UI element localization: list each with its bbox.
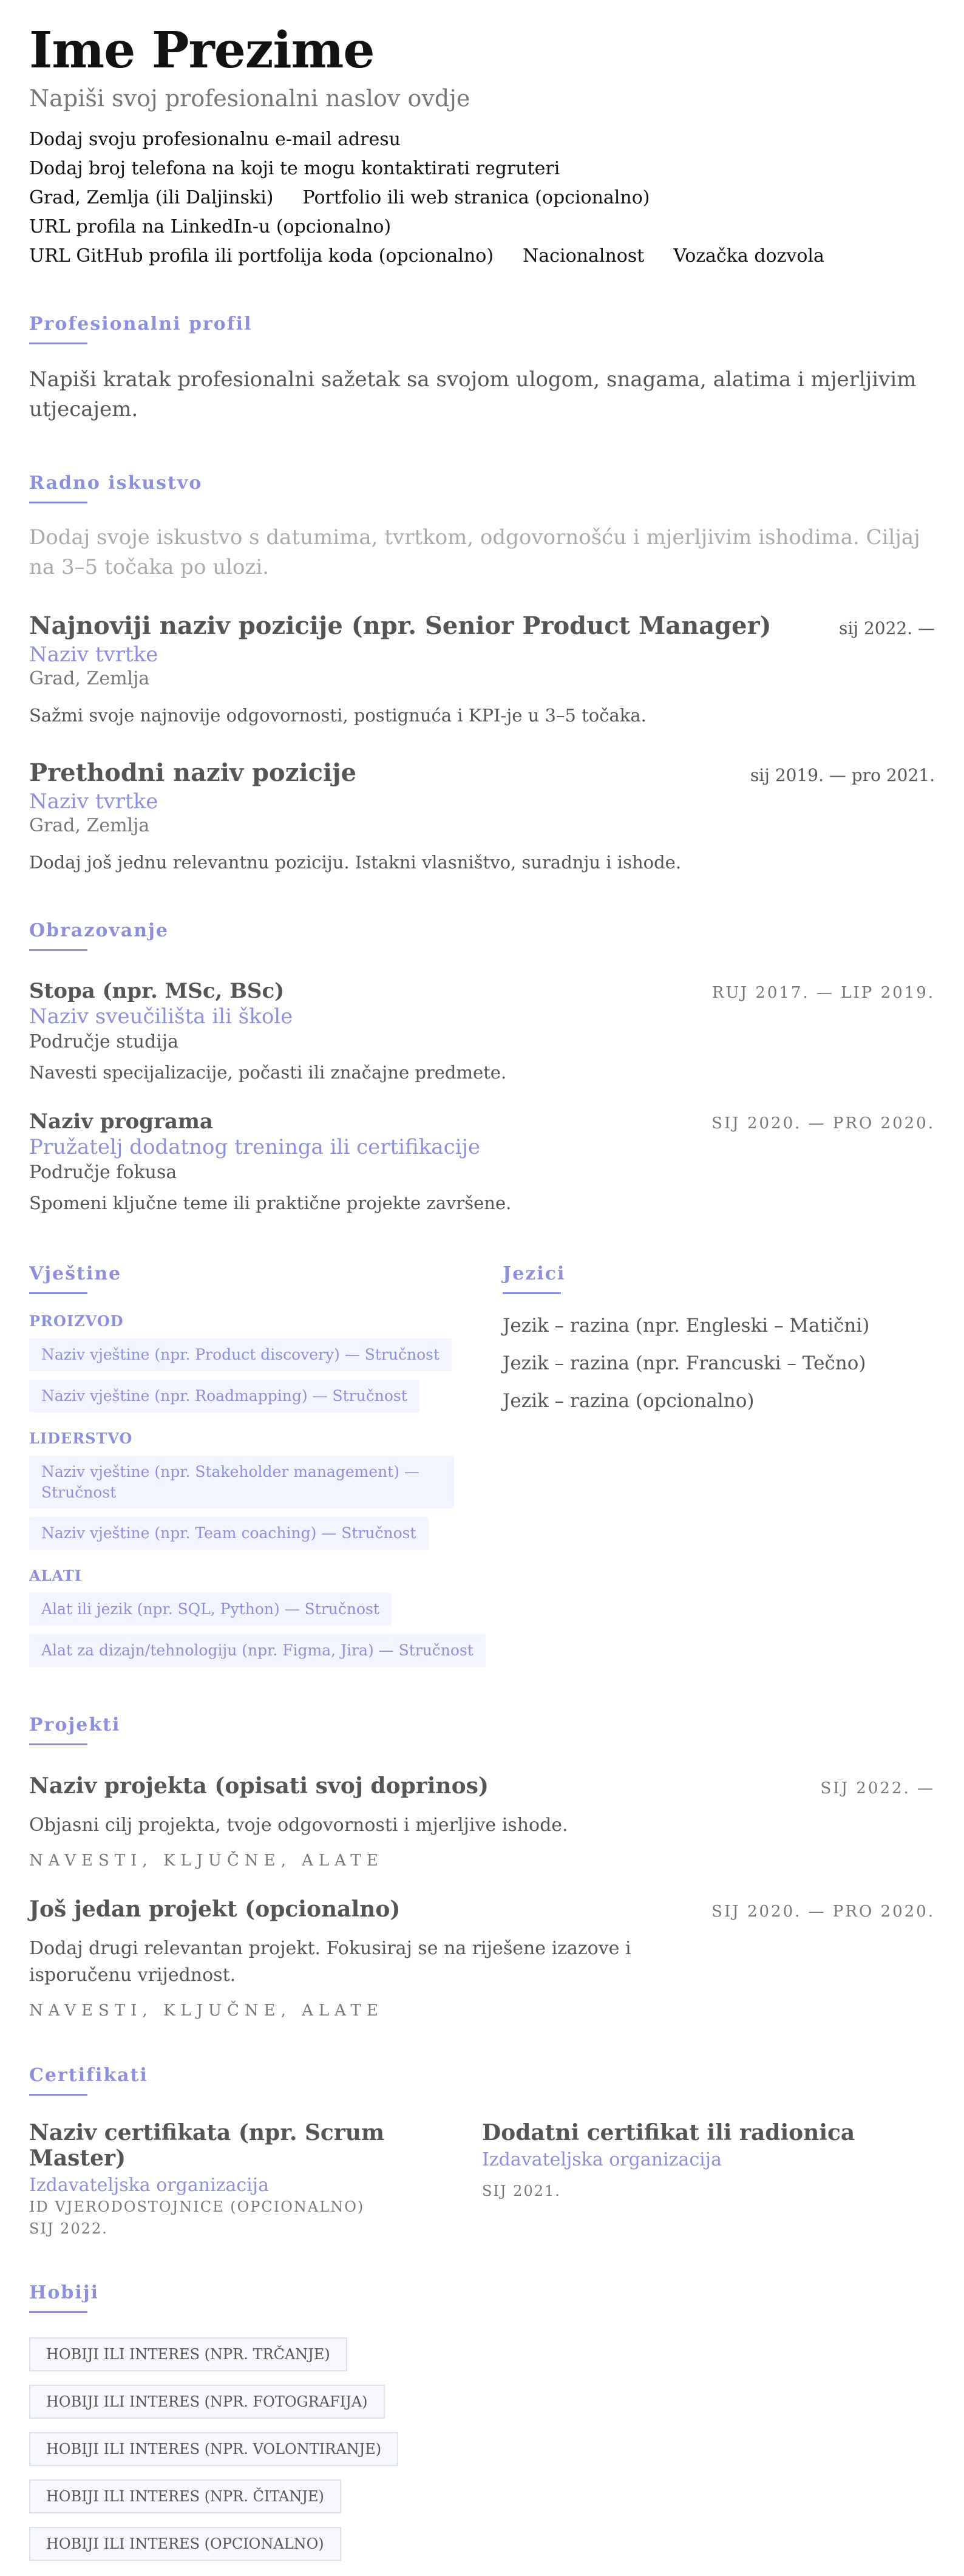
language-item: Jezik – razina (opcionalno): [503, 1390, 755, 1412]
education-date: RUJ 2017. — LIP 2019.: [711, 984, 935, 1003]
certificate-date: SIJ 2021.: [482, 2182, 561, 2200]
job-entry: [29, 758, 935, 875]
education-institution: Naziv sveučilišta ili škole: [29, 1004, 293, 1029]
education-degree: Naziv programa: [29, 1109, 214, 1134]
project-tags: NAVESTI, KLJUČNE, ALATE: [29, 2002, 384, 2020]
full-name: Ime Prezime: [29, 21, 375, 80]
section-title-experience: Radno iskustvo: [29, 472, 202, 503]
contact-github: URL GitHub profila ili portfolija koda (opcionalno): [29, 245, 494, 267]
professional-title: Napiši svoj profesionalni naslov ovdje: [29, 85, 470, 112]
contact-phone: Dodaj broj telefona na koji te mogu kontaktirati regruteri: [29, 158, 560, 180]
project-date: SIJ 2022. —: [820, 1779, 935, 1797]
education-degree: Stopa (npr. MSc, BSc): [29, 979, 285, 1004]
hobby-tag: HOBIJI ILI INTERES (NPR. VOLONTIRANJE): [29, 2432, 398, 2466]
education-entry: [29, 1109, 935, 1216]
skills-languages-section: [29, 1263, 935, 1666]
certificate-entry: [482, 2120, 935, 2237]
contact-email: Dodaj svoju profesionalnu e-mail adresu: [29, 129, 401, 151]
skill-chip: Alat za dizajn/tehnologiju (npr. Figma, Jira) — Stručnost: [29, 1634, 486, 1667]
hobby-tag: HOBIJI ILI INTERES (NPR. ČITANJE): [29, 2479, 341, 2513]
contact-list: [29, 125, 935, 271]
certificate-date: SIJ 2022.: [29, 2220, 108, 2238]
language-item: Jezik – razina (npr. Francuski – Tečno): [503, 1352, 866, 1375]
languages-column: [503, 1263, 935, 1666]
section-title-projects: Projekti: [29, 1714, 120, 1745]
job-date: sij 2022. —: [839, 618, 935, 639]
job-description: Dodaj još jednu relevantnu poziciju. Istakni vlasništvo, suradnju i ishode.: [29, 852, 682, 873]
education-description: Navesti specijalizacije, počasti ili značajne predmete.: [29, 1062, 507, 1083]
section-title-education: Obrazovanje: [29, 920, 169, 951]
project-title: Naziv projekta (opisati svoj doprinos): [29, 1773, 489, 1799]
skill-category: PROIZVOD: [29, 1312, 124, 1331]
section-title-profile: Profesionalni profil: [29, 313, 252, 344]
hobby-tag: HOBIJI ILI INTERES (NPR. TRČANJE): [29, 2337, 347, 2371]
section-title-certificates: Certifikati: [29, 2065, 148, 2096]
education-description: Spomeni ključne teme ili praktične projekte završene.: [29, 1193, 512, 1214]
project-description: Objasni cilj projekta, tvoje odgovornosti i mjerljive ishode.: [29, 1814, 568, 1836]
job-company: Naziv tvrtke: [29, 789, 158, 814]
contact-nationality: Nacionalnost: [523, 245, 645, 267]
certificate-org: Izdavateljska organizacija: [482, 2149, 722, 2171]
project-tags: NAVESTI, KLJUČNE, ALATE: [29, 1852, 384, 1870]
education-field: Područje studija: [29, 1031, 179, 1053]
education-field: Područje fokusa: [29, 1162, 177, 1184]
skill-chip: Naziv vještine (npr. Team coaching) — Stručnost: [29, 1517, 429, 1550]
contact-linkedin: URL profila na LinkedIn-u (opcionalno): [29, 216, 392, 238]
education-section: [29, 920, 935, 1216]
job-entry: [29, 612, 935, 728]
skill-category: ALATI: [29, 1567, 82, 1585]
certificate-org: Izdavateljska organizacija: [29, 2175, 269, 2196]
job-description: Sažmi svoje najnovije odgovornosti, postignuća i KPI-je u 3–5 točaka.: [29, 705, 647, 726]
education-entry: [29, 979, 935, 1085]
language-item: Jezik – razina (npr. Engleski – Matični): [503, 1315, 870, 1337]
contact-license: Vozačka dozvola: [673, 245, 824, 267]
job-location: Grad, Zemlja: [29, 668, 150, 690]
certificate-title: Dodatni certifikat ili radionica: [482, 2120, 855, 2146]
certificate-title: Naziv certifikata (npr. Scrum Master): [29, 2120, 385, 2172]
hobby-tag: HOBIJI ILI INTERES (NPR. FOTOGRAFIJA): [29, 2385, 385, 2419]
project-entry: [29, 1773, 935, 1870]
skill-chip: Naziv vještine (npr. Product discovery) — Stručnost: [29, 1338, 452, 1371]
section-title-hobbies: Hobiji: [29, 2282, 99, 2313]
certificate-id: ID VJERODOSTOJNICE (OPCIONALNO): [29, 2198, 365, 2216]
job-title: Prethodni naziv pozicije: [29, 758, 357, 788]
project-date: SIJ 2020. — PRO 2020.: [711, 1903, 935, 1921]
projects-section: [29, 1714, 935, 2020]
resume-header: [29, 21, 935, 271]
hobbies-section: [29, 2282, 935, 2574]
profile-section: [29, 313, 935, 425]
project-entry: [29, 1896, 935, 2020]
contact-location: Grad, Zemlja (ili Daljinski): [29, 187, 274, 209]
education-date: SIJ 2020. — PRO 2020.: [711, 1114, 935, 1133]
project-title: Još jedan projekt (opcionalno): [29, 1896, 401, 1923]
certificate-entry: [29, 2120, 482, 2237]
job-location: Grad, Zemlja: [29, 815, 150, 837]
contact-portfolio: Portfolio ili web stranica (opcionalno): [302, 187, 650, 209]
experience-intro: Dodaj svoje iskustvo s datumima, tvrtkom, odgovornošću i mjerljivim ishodima. Ciljaj na 3–5 točaka po ulozi.: [29, 525, 920, 579]
skill-category: LIDERSTVO: [29, 1429, 133, 1447]
job-company: Naziv tvrtke: [29, 642, 158, 667]
skill-chip: Alat ili jezik (npr. SQL, Python) — Stručnost: [29, 1593, 392, 1626]
profile-text: Napiši kratak profesionalni sažetak sa svojom ulogom, snagama, alatima i mjerljivim utjecajem.: [29, 367, 917, 422]
job-title: Najnoviji naziv pozicije (npr. Senior Product Manager): [29, 612, 772, 641]
hobby-tag: HOBIJI ILI INTERES (OPCIONALNO): [29, 2527, 341, 2561]
certificates-section: [29, 2065, 935, 2237]
section-title-languages: Jezici: [503, 1263, 565, 1294]
skill-chip: Naziv vještine (npr. Stakeholder management) — Stručnost: [29, 1456, 454, 1509]
section-title-skills: Vještine: [29, 1263, 121, 1294]
hobby-list: [29, 2337, 697, 2574]
job-date: sij 2019. — pro 2021.: [750, 765, 935, 786]
project-description: Dodaj drugi relevantan projekt. Fokusiraj se na riješene izazove i isporučenu vrijednost.: [29, 1938, 631, 1986]
skill-chip: Naziv vještine (npr. Roadmapping) — Stručnost: [29, 1380, 419, 1412]
skills-column: [29, 1263, 503, 1666]
experience-section: [29, 472, 935, 876]
education-institution: Pružatelj dodatnog treninga ili certifikacije: [29, 1135, 481, 1160]
